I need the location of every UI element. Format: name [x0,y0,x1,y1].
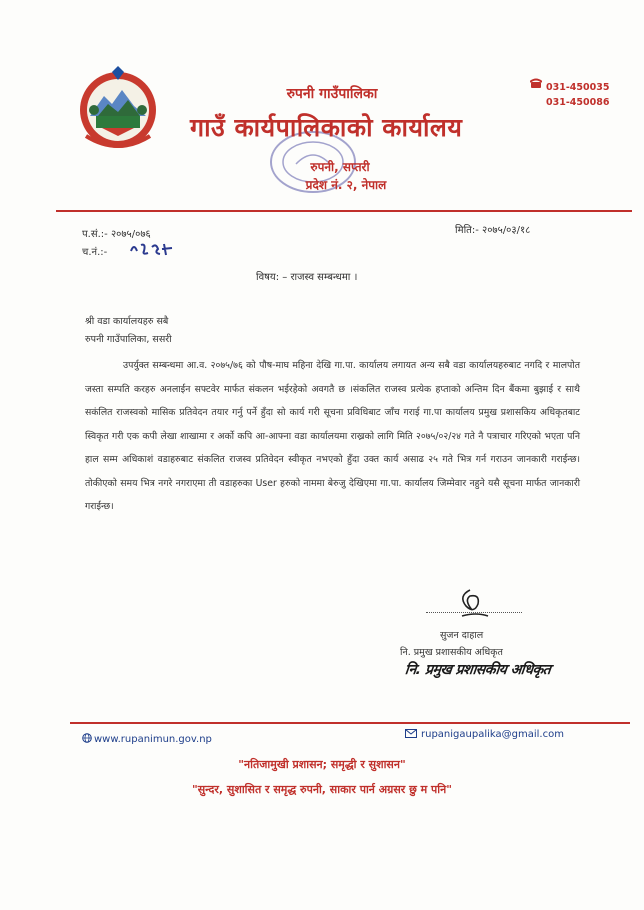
footer-divider [70,722,630,724]
addressee-line1: श्री वडा कार्यालयहरु सबै [85,316,169,327]
addressee-line2: रुपनी गाउँपालिका, ससरी [85,334,172,345]
handwritten-chalani-number [128,239,174,259]
patra-sankhya: प.सं.:- २०७५/०७६ [82,229,151,240]
email-icon [405,729,417,738]
handwritten-signature [448,586,496,622]
website-row [82,733,212,745]
address-line1: रुपनी, सप्तरी [310,160,370,174]
email-row [405,729,564,740]
letter-date: मिति:- २०७५/०३/१८ [455,225,531,236]
globe-icon [82,733,92,743]
subject-line: विषय: – राजस्व सम्बन्धमा । [256,272,358,283]
office-title: गाउँ कार्यपालिकाको कार्यालय [190,113,463,142]
municipality-name: रुपनी गाउँपालिका [286,86,378,102]
nepal-emblem-logo [72,66,164,152]
phone-numbers [528,80,618,110]
email-link[interactable]: rupanigaupalika@gmail.com [421,729,564,740]
signer-title: नि. प्रमुख प्रशासकीय अधिकृत [400,647,503,658]
address-line2: प्रदेश नं. २, नेपाल [305,178,387,192]
signature-line [426,612,522,613]
phone-number-2: 031-450086 [546,97,610,108]
signer-name: सुजन दाहाल [440,630,484,641]
phone-number-1: 031-450035 [546,82,610,93]
motto-line2: "सुन्दर, सुशासित र समृद्ध रुपनी, साकार पार्न अग्रसर छु म पनि" [191,783,452,796]
website-link[interactable]: www.rupanimun.gov.np [94,734,212,745]
motto-line1: "नतिजामुखी प्रशासन; समृद्धी र सुशासन" [238,758,406,771]
chalani-number-label: च.नं.:- [82,247,108,258]
letter-body: उपर्युक्त सम्बन्धमा आ.व. २०७५/७६ को पौष-माघ महिना देखि गा.पा. कार्यालय लगायत अन्य सबै वडा कार्यालयहरुबाट नगदि र मालपोत जस्ता सम्पति करहरु अनलाईन सफ्टवेर मार्फत संकलन भईरहेको अवगतै छ ।संकलित राजस्व प्रत्येक हप्ताको अन्तिम दिन बैंकमा बुझाई र साथै सकंलित राजस्वको मासिक प्रतिवेदन तयार गर्नु पर्ने हुँदा सो कार्य गरी सूचना प्रविधिबाट जाँच गराई गा.पा कार्यालय प्रमुख प्रशासकिय अधिकृतबाट स्विकृत गरी एक कपी लेखा शाखामा र अर्को कपि आ-आफ्ना वडा कार्यालयमा राख्रको लागि मिति २०७५/०२/२४ गते नै पत्राचार गरिएको भएता पनि हाल सम्म अधिकाशं वडाहरुबाट संकलित राजस्व प्रतिवेदन स्वीकृत नभएको हुँदा उक्त कार्य असाढ २५ गते भित्र गर्न गराउन जानकारी गराईन्छ।तोकीएको समय भित्र नगरे नगराएमा ती वडाहरुका User हरुको नाममा बेरुजु देखिएमा गा.पा. कार्यालय जिम्मेवार नहुने यसै सूचना मार्फत जानकारी गराईन्छ। [85,360,580,512]
header-divider [56,210,632,212]
signer-designation-stamp: नि. प्रमुख प्रशासकीय अधिकृत [404,662,552,678]
